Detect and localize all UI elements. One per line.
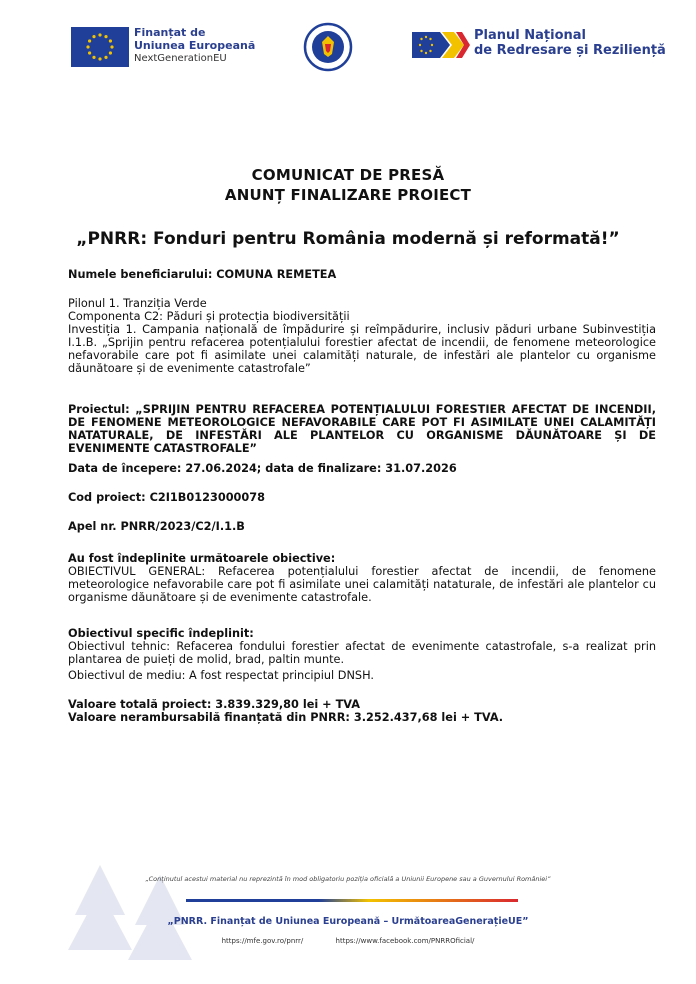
beneficiary: Numele beneficiarului: COMUNA REMETEA <box>68 268 337 281</box>
eu-line-3: NextGenerationEU <box>134 53 227 64</box>
total-value: Valoare totală proiect: 3.839.329,80 lei + TVA <box>68 698 360 711</box>
call-number: Apel nr. PNRR/2023/C2/I.1.B <box>68 520 245 533</box>
objectives-heading: Au fost îndeplinite următoarele obiective: <box>68 552 336 565</box>
document-subtitle: ANUNȚ FINALIZARE PROIECT <box>224 186 472 204</box>
eu-funding-text <box>134 26 255 65</box>
project-code: Cod proiect: C2I1B0123000078 <box>68 491 266 504</box>
general-objective: OBIECTIVUL GENERAL: Refacerea potențialului forestier afectat de incendii, de fenomene meteorologice nefavorabile care pot fi asimilate unei calamități nataturale, de infestări ale plantelor cu organisme dăunătoare și de evenimente catastrofale. <box>68 565 656 604</box>
footer-disclaimer: „Conținutul acestui material nu reprezintă în mod obligatoriu poziția oficială a Uniunii Europene sau a Guvernului României” <box>145 875 551 883</box>
link-facebook[interactable]: https://www.facebook.com/PNRROficial/ <box>335 937 475 945</box>
link-mfe[interactable]: https://mfe.gov.ro/pnrr/ <box>221 937 304 945</box>
header-logos <box>0 22 696 78</box>
footer-slogan: „PNRR. Finanțat de Uniunea Europeană – UrmătoareaGenerațieUE” <box>167 916 529 927</box>
pnrr-logo-icon <box>412 28 470 62</box>
pillar: Pilonul 1. Tranziția Verde <box>68 297 207 310</box>
nonrefundable-value: Valoare nerambursabilă finanțată din PNRR: 3.252.437,68 lei + TVA. <box>68 711 504 724</box>
eu-line-2: Uniunea Europeană <box>134 39 256 52</box>
eu-flag-icon <box>71 27 129 67</box>
project-title: Proiectul: „SPRIJIN PENTRU REFACEREA POTENȚIALULUI FORESTIER AFECTAT DE INCENDII, DE FENOMENE METEOROLOGICE NEFAVORABILE CARE POT FI ASIMILATE UNEI CALAMITĂȚI NATATURALE, DE INFESTĂRI ALE PLANTELOR CU ORGANISME DĂUNĂTOARE ȘI DE EVENIMENTE CATASTROFALE” <box>68 403 656 455</box>
tree-watermark-icon <box>60 855 200 965</box>
footer-links <box>0 937 696 945</box>
footer-color-bar <box>186 899 518 902</box>
environment-objective: Obiectivul de mediu: A fost respectat principiul DNSH. <box>68 669 374 682</box>
investment: Investiția 1. Campania națională de împădurire și reîmpădurire, inclusiv păduri urbane Subinvestiția I.1.B. „Sprijin pentru refacerea potențialului forestier afectat de incendii, de fenomene meteorologice nefavorabile care pot fi asimilate unei calamități naturale, de infestări ale plantelor cu organisme dăunătoare și de evenimente catastrofale” <box>68 323 656 375</box>
pnrr-line-1: Planul Național <box>474 28 586 43</box>
specific-objective-heading: Obiectivul specific îndeplinit: <box>68 627 254 640</box>
technical-objective: Obiectivul tehnic: Refacerea fondului forestier afectat de evenimente catastrofale, s-a realizat prin plantarea de puieți de molid, brad, paltin munte. <box>68 640 656 666</box>
slogan: „PNRR: Fonduri pentru România modernă și reformată!” <box>76 229 620 249</box>
document-title: COMUNICAT DE PRESĂ <box>251 166 445 184</box>
component: Componenta C2: Păduri și protecția biodiversității <box>68 310 350 323</box>
pnrr-line-2: de Redresare și Reziliență <box>474 43 666 58</box>
pnrr-text <box>474 28 666 58</box>
project-dates: Data de începere: 27.06.2024; data de finalizare: 31.07.2026 <box>68 462 457 475</box>
eu-line-1: Finanțat de <box>134 26 206 39</box>
government-seal-icon <box>303 22 353 72</box>
